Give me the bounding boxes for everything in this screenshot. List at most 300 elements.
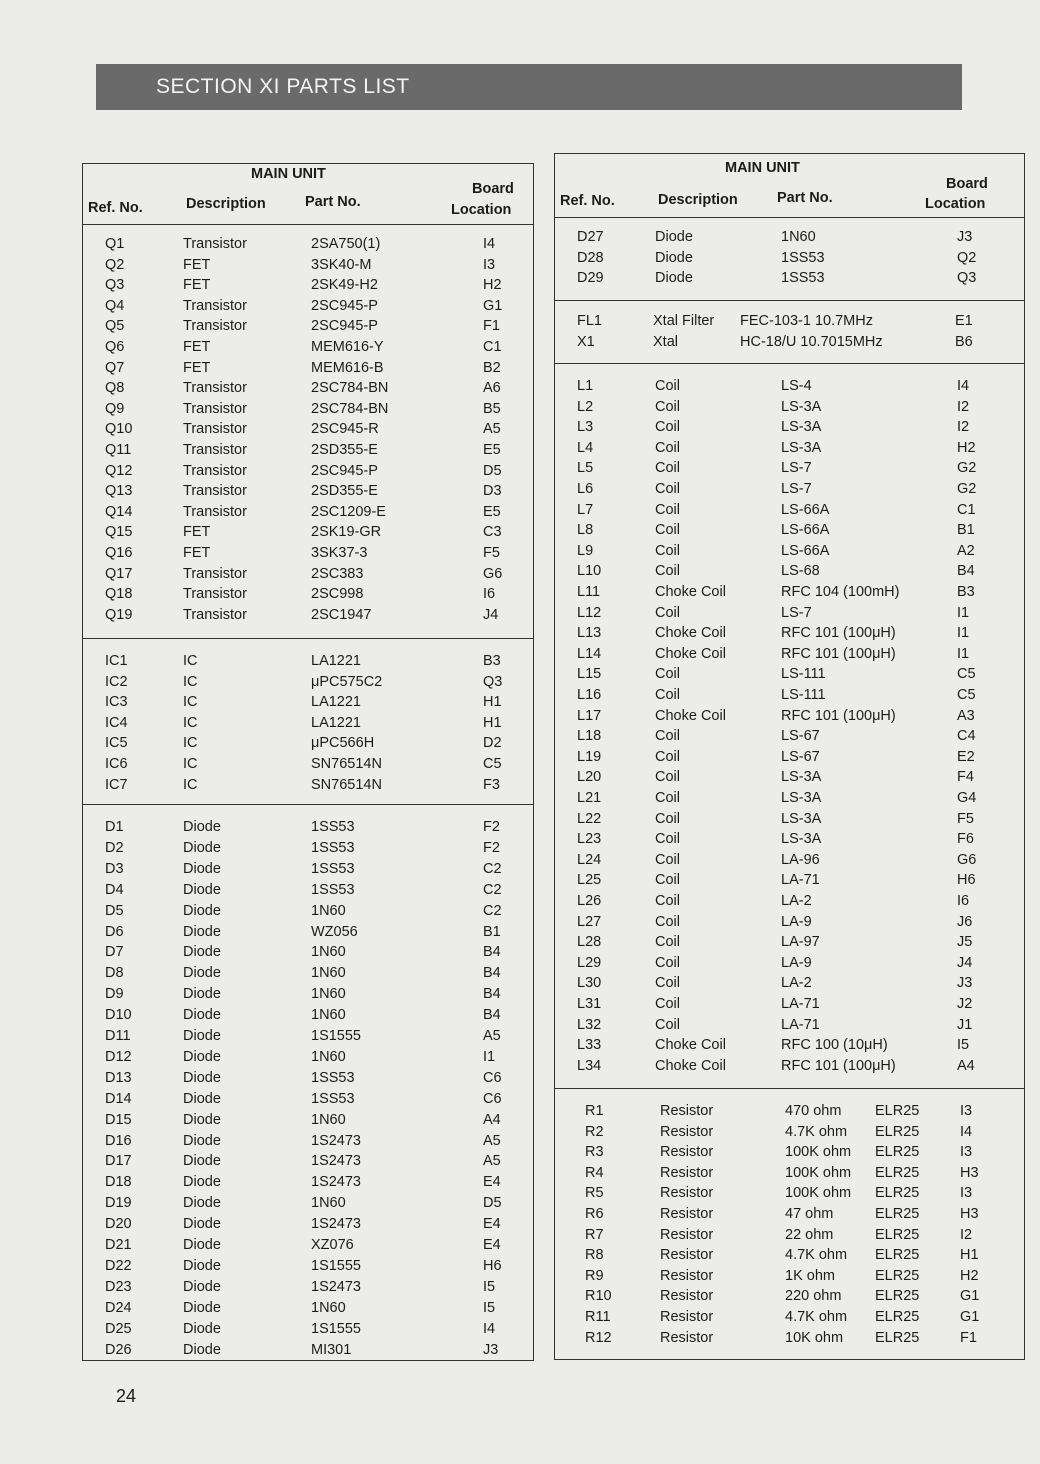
part-no-cell: 1N60 <box>781 229 816 245</box>
description-cell: Diode <box>183 1278 221 1295</box>
ref-no-cell: IC7 <box>105 776 128 793</box>
table-row <box>83 1277 533 1297</box>
table-row <box>555 788 1024 808</box>
table-row <box>555 1245 1024 1265</box>
ref-no-cell: D6 <box>105 923 124 940</box>
table-row <box>83 713 533 733</box>
parts-table-right <box>554 153 1025 1360</box>
description-cell: Diode <box>183 965 221 982</box>
table-row <box>555 1204 1024 1224</box>
board-location-cell: A5 <box>483 1028 501 1044</box>
table-row <box>555 664 1024 684</box>
ref-no-cell: Q8 <box>105 380 125 397</box>
board-location-cell: D2 <box>483 735 502 752</box>
board-location-cell: I4 <box>483 1320 496 1337</box>
ref-no-cell: IC3 <box>105 694 128 711</box>
ref-no-cell: L28 <box>577 934 602 951</box>
part-no-cell: MEM616-B <box>311 359 384 376</box>
part-no-cell: LA-96 <box>781 851 820 868</box>
description-cell: Transistor <box>183 565 247 582</box>
ref-no-cell: D25 <box>105 1320 132 1337</box>
part-no-cell: LA-97 <box>781 934 820 951</box>
board-location-cell: D3 <box>483 483 502 500</box>
part-no-cell: 1SS53 <box>311 881 355 898</box>
table-row <box>555 973 1024 993</box>
board-location-cell: A2 <box>957 542 975 559</box>
ref-no-cell: D28 <box>577 249 604 266</box>
board-location-cell: F3 <box>483 776 500 793</box>
description-cell: Resistor <box>660 1144 714 1161</box>
ref-no-cell: D19 <box>105 1195 132 1212</box>
part-no-cell: LS-3A <box>781 439 822 456</box>
ref-no-cell: D2 <box>105 839 124 856</box>
part-no-cell: 1SS53 <box>311 819 355 835</box>
part-no-cell: μPC566H <box>311 735 375 752</box>
part-no-cell: 1N60 <box>311 1048 346 1065</box>
ref-no-cell: L26 <box>577 893 602 909</box>
table-row <box>83 1319 533 1339</box>
description-cell: Resistor <box>660 1288 714 1305</box>
table-row <box>555 1266 1024 1286</box>
description-cell: Transistor <box>183 236 247 252</box>
diode-section <box>83 804 533 1361</box>
ref-no-cell: L2 <box>577 398 594 415</box>
table-row <box>555 685 1024 705</box>
part-no-cell: 2SA750(1) <box>311 236 381 252</box>
table-row <box>555 332 1024 352</box>
board-location-cell: A6 <box>483 380 501 397</box>
part-no-cell: 1SS53 <box>781 249 825 266</box>
board-location-cell: G2 <box>957 460 977 477</box>
ref-no-cell: L1 <box>577 378 594 394</box>
part-no-cell: LS-3A <box>781 790 822 806</box>
board-location-cell: H6 <box>957 872 976 889</box>
part-no-cell: LS-67 <box>781 748 820 765</box>
description-cell: Diode <box>655 270 693 287</box>
description-cell: Coil <box>655 439 680 456</box>
type-cell: ELR25 <box>875 1144 920 1161</box>
table-row <box>555 726 1024 746</box>
ref-no-cell: L15 <box>577 666 602 683</box>
description-cell: Diode <box>183 1028 221 1044</box>
description-cell: Diode <box>183 1257 221 1274</box>
description-cell: FET <box>183 277 211 294</box>
ref-no-cell: Q3 <box>105 277 125 294</box>
board-location-cell: B2 <box>483 359 501 376</box>
table-row <box>83 733 533 753</box>
description-cell: Coil <box>655 666 680 683</box>
table-row <box>555 417 1024 437</box>
board-location-cell: F5 <box>483 545 500 561</box>
board-location-cell: I5 <box>483 1278 496 1295</box>
part-no-cell: LA-71 <box>781 996 820 1012</box>
table-row <box>555 268 1024 288</box>
table-row <box>83 255 533 275</box>
board-location-cell: B4 <box>483 965 501 982</box>
ref-no-cell: FL1 <box>577 313 602 329</box>
description-cell: Diode <box>183 1069 221 1086</box>
description-cell: Xtal Filter <box>653 313 715 329</box>
description-cell: Transistor <box>183 442 247 458</box>
description-cell: Transistor <box>183 400 247 417</box>
ref-no-cell: L9 <box>577 542 594 559</box>
board-location-cell: C5 <box>483 756 502 772</box>
part-no-cell: 1N60 <box>311 1195 346 1212</box>
part-no-cell: LS-7 <box>781 481 812 497</box>
part-no-cell: 2SC945-R <box>311 421 379 438</box>
table-row <box>555 248 1024 268</box>
table-row <box>555 850 1024 870</box>
ref-no-cell: L21 <box>577 790 602 806</box>
board-location-cell: J1 <box>957 1016 973 1033</box>
table-header <box>83 164 533 225</box>
board-location-cell: F2 <box>483 839 500 856</box>
description-cell: Coil <box>655 954 680 971</box>
board-location-cell: G1 <box>960 1309 980 1325</box>
description-cell: Coil <box>655 810 680 827</box>
ref-no-cell: L8 <box>577 522 594 539</box>
table-row <box>555 644 1024 664</box>
table-row <box>555 1142 1024 1162</box>
part-no-cell: HC-18/U 10.7015MHz <box>740 334 883 350</box>
table-row <box>83 672 533 692</box>
section-banner: SECTION XI PARTS LIST <box>96 64 962 110</box>
board-location-cell: I4 <box>960 1123 973 1140</box>
description-cell: Coil <box>655 563 680 580</box>
table-row <box>555 311 1024 331</box>
description-cell: Coil <box>655 542 680 559</box>
part-no-cell: 1S2473 <box>311 1132 361 1149</box>
description-cell: Coil <box>655 501 680 518</box>
description-cell: Coil <box>655 769 680 786</box>
ref-no-cell: Q2 <box>105 256 125 273</box>
ref-no-cell: R8 <box>585 1247 604 1264</box>
board-location-cell: H3 <box>960 1206 979 1222</box>
description-cell: Resistor <box>660 1164 714 1181</box>
ref-no-cell: D24 <box>105 1299 132 1316</box>
description-cell: Transistor <box>183 318 247 335</box>
table-row <box>83 1340 533 1360</box>
description-cell: Diode <box>183 860 221 877</box>
part-no-cell: μPC575C2 <box>311 673 383 690</box>
table-row <box>83 584 533 604</box>
description-cell: FET <box>183 256 211 273</box>
table-row <box>83 1235 533 1255</box>
part-no-cell: 1N60 <box>311 1111 346 1128</box>
description-cell: Diode <box>183 1320 221 1337</box>
ref-no-cell: R11 <box>585 1309 611 1325</box>
value-cell: 1K ohm <box>785 1267 835 1284</box>
board-location-cell: I2 <box>957 419 970 436</box>
diode-section <box>555 217 1024 300</box>
type-cell: ELR25 <box>875 1123 920 1140</box>
description-cell: Transistor <box>183 606 247 623</box>
board-location-cell: C5 <box>957 666 976 683</box>
ref-no-cell: L31 <box>577 996 602 1012</box>
description-cell: Coil <box>655 913 680 930</box>
ref-no-cell: R9 <box>585 1267 604 1284</box>
ref-no-cell: Q15 <box>105 524 133 541</box>
description-cell: Coil <box>655 790 680 806</box>
table-row <box>83 564 533 584</box>
ref-no-cell: D10 <box>105 1007 132 1024</box>
description-cell: Transistor <box>183 483 247 500</box>
ref-no-cell: R5 <box>585 1185 604 1202</box>
ref-no-cell: L5 <box>577 460 594 477</box>
description-cell: Transistor <box>183 380 247 397</box>
board-location-cell: J3 <box>957 229 973 245</box>
table-row <box>83 316 533 336</box>
board-location-cell: B5 <box>483 400 501 417</box>
description-cell: Choke Coil <box>655 584 726 600</box>
board-location-cell: H3 <box>960 1164 979 1181</box>
board-location-cell: Q2 <box>957 249 977 266</box>
description-cell: Transistor <box>183 586 247 603</box>
type-cell: ELR25 <box>875 1329 920 1346</box>
part-no-cell: 2SC383 <box>311 565 364 582</box>
description-cell: Diode <box>183 1090 221 1107</box>
board-location-cell: G1 <box>960 1288 980 1305</box>
table-row <box>555 1328 1024 1348</box>
ref-no-cell: D27 <box>577 229 604 245</box>
ref-no-cell: R10 <box>585 1288 612 1305</box>
description-cell: Coil <box>655 481 680 497</box>
description-cell: Coil <box>655 398 680 415</box>
description-cell: IC <box>183 694 198 711</box>
parts-table-left <box>82 163 534 1361</box>
header-ref-no: Ref. No. <box>560 193 615 209</box>
table-row <box>83 1131 533 1151</box>
table-row <box>555 438 1024 458</box>
header-description: Description <box>186 196 266 212</box>
description-cell: Transistor <box>183 462 247 479</box>
board-location-cell: I1 <box>957 625 970 642</box>
ref-no-cell: D1 <box>105 819 124 835</box>
ref-no-cell: IC5 <box>105 735 128 752</box>
ref-no-cell: L18 <box>577 728 602 745</box>
board-location-cell: E5 <box>483 442 501 458</box>
description-cell: Diode <box>183 1216 221 1233</box>
coil-section <box>555 363 1024 1089</box>
ref-no-cell: Q10 <box>105 421 133 438</box>
table-row <box>555 1101 1024 1121</box>
description-cell: Diode <box>183 1174 221 1191</box>
table-row <box>555 747 1024 767</box>
table-row <box>555 376 1024 396</box>
table-row <box>555 829 1024 849</box>
table-row <box>555 520 1024 540</box>
header-location: Location <box>451 202 512 218</box>
board-location-cell: C6 <box>483 1069 502 1086</box>
table-row <box>555 994 1024 1014</box>
table-row <box>555 1183 1024 1203</box>
table-row <box>83 1172 533 1192</box>
description-cell: Coil <box>655 1016 680 1033</box>
board-location-cell: I3 <box>960 1103 973 1119</box>
part-no-cell: RFC 104 (100mH) <box>781 584 900 600</box>
value-cell: 4.7K ohm <box>785 1123 848 1140</box>
table-row <box>555 809 1024 829</box>
description-cell: Coil <box>655 419 680 436</box>
description-cell: Resistor <box>660 1103 714 1119</box>
ref-no-cell: L23 <box>577 831 602 848</box>
board-location-cell: B1 <box>483 923 501 940</box>
ref-no-cell: L4 <box>577 439 594 456</box>
description-cell: Diode <box>183 944 221 961</box>
table-row <box>555 1286 1024 1306</box>
table-title: MAIN UNIT <box>725 160 800 176</box>
table-row <box>83 1110 533 1130</box>
board-location-cell: F1 <box>960 1329 977 1346</box>
ref-no-cell: L12 <box>577 604 602 621</box>
table-row <box>555 582 1024 602</box>
table-row <box>555 561 1024 581</box>
table-row <box>555 500 1024 520</box>
description-cell: Coil <box>655 378 680 394</box>
table-row <box>83 838 533 858</box>
table-title: MAIN UNIT <box>251 166 326 182</box>
board-location-cell: A4 <box>957 1057 975 1074</box>
part-no-cell: 2SC945-P <box>311 462 378 479</box>
ref-no-cell: Q19 <box>105 606 133 623</box>
table-row <box>555 767 1024 787</box>
table-row <box>83 963 533 983</box>
part-no-cell: 1N60 <box>311 986 346 1003</box>
part-no-cell: LS-66A <box>781 522 830 539</box>
transistor-section <box>83 224 533 638</box>
table-row <box>555 603 1024 623</box>
board-location-cell: G2 <box>957 481 977 497</box>
board-location-cell: B4 <box>483 944 501 961</box>
table-row <box>83 901 533 921</box>
part-no-cell: LS-66A <box>781 501 830 518</box>
ref-no-cell: D12 <box>105 1048 132 1065</box>
ref-no-cell: L10 <box>577 563 602 580</box>
part-no-cell: 1N60 <box>311 902 346 919</box>
description-cell: Coil <box>655 872 680 889</box>
board-location-cell: C6 <box>483 1090 502 1107</box>
table-row <box>555 891 1024 911</box>
header-description: Description <box>658 192 738 208</box>
ref-no-cell: Q4 <box>105 297 125 314</box>
ref-no-cell: D18 <box>105 1174 132 1191</box>
part-no-cell: 1SS53 <box>311 1090 355 1107</box>
board-location-cell: A5 <box>483 421 501 438</box>
board-location-cell: I2 <box>960 1226 973 1243</box>
table-row <box>555 1035 1024 1055</box>
table-row <box>83 399 533 419</box>
board-location-cell: F5 <box>957 810 974 827</box>
ref-no-cell: L13 <box>577 625 602 642</box>
ref-no-cell: Q13 <box>105 483 133 500</box>
board-location-cell: E1 <box>955 313 973 329</box>
part-no-cell: LS-66A <box>781 542 830 559</box>
description-cell: Coil <box>655 460 680 477</box>
table-row <box>555 706 1024 726</box>
part-no-cell: LA-9 <box>781 954 812 971</box>
part-no-cell: RFC 101 (100μH) <box>781 707 896 724</box>
ref-no-cell: IC6 <box>105 756 128 772</box>
ref-no-cell: L16 <box>577 687 602 703</box>
part-no-cell: 1S2473 <box>311 1174 361 1191</box>
board-location-cell: A5 <box>483 1132 501 1149</box>
board-location-cell: B1 <box>957 522 975 539</box>
table-row <box>555 953 1024 973</box>
table-row <box>555 397 1024 417</box>
part-no-cell: 2SD355-E <box>311 483 378 500</box>
table-row <box>83 984 533 1004</box>
part-no-cell: LA-2 <box>781 893 812 909</box>
page-number: 24 <box>116 1386 137 1406</box>
board-location-cell: J5 <box>957 934 973 951</box>
table-row <box>555 479 1024 499</box>
board-location-cell: G6 <box>957 851 977 868</box>
ref-no-cell: D17 <box>105 1153 132 1170</box>
board-location-cell: F1 <box>483 318 500 335</box>
table-row <box>555 1307 1024 1327</box>
board-location-cell: I2 <box>957 398 970 415</box>
part-no-cell: SN76514N <box>311 776 382 793</box>
part-no-cell: RFC 100 (10μH) <box>781 1037 888 1054</box>
ref-no-cell: L14 <box>577 645 602 662</box>
board-location-cell: B4 <box>483 1007 501 1024</box>
ref-no-cell: D20 <box>105 1216 132 1233</box>
part-no-cell: 2SC784-BN <box>311 380 389 397</box>
description-cell: Choke Coil <box>655 707 726 724</box>
part-no-cell: 1N60 <box>311 944 346 961</box>
board-location-cell: H1 <box>483 694 502 711</box>
board-location-cell: C2 <box>483 902 502 919</box>
part-no-cell: RFC 101 (100μH) <box>781 645 896 662</box>
table-row <box>555 1122 1024 1142</box>
ref-no-cell: L30 <box>577 975 602 992</box>
table-row <box>83 1089 533 1109</box>
board-location-cell: G1 <box>483 297 503 314</box>
part-no-cell: LA1221 <box>311 694 361 711</box>
table-row <box>83 1193 533 1213</box>
ref-no-cell: L32 <box>577 1016 602 1033</box>
description-cell: Diode <box>183 986 221 1003</box>
part-no-cell: 1SS53 <box>311 860 355 877</box>
ref-no-cell: L20 <box>577 769 602 786</box>
part-no-cell: SN76514N <box>311 756 382 772</box>
table-row <box>555 912 1024 932</box>
table-row <box>555 1225 1024 1245</box>
table-row <box>83 378 533 398</box>
part-no-cell: 2SC1947 <box>311 606 372 623</box>
table-row <box>555 1056 1024 1076</box>
type-cell: ELR25 <box>875 1164 920 1181</box>
value-cell: 100K ohm <box>785 1144 852 1161</box>
ref-no-cell: Q5 <box>105 318 125 335</box>
table-row <box>83 419 533 439</box>
description-cell: FET <box>183 524 211 541</box>
description-cell: Diode <box>183 819 221 835</box>
board-location-cell: H2 <box>960 1267 979 1284</box>
board-location-cell: F4 <box>957 769 974 786</box>
part-no-cell: 3SK37-3 <box>311 545 368 561</box>
table-row <box>83 817 533 837</box>
part-no-cell: FEC-103-1 10.7MHz <box>740 313 873 329</box>
ref-no-cell: D15 <box>105 1111 132 1128</box>
table-row <box>83 234 533 254</box>
description-cell: Coil <box>655 687 680 703</box>
board-location-cell: H6 <box>483 1257 502 1274</box>
header-ref-no: Ref. No. <box>88 200 143 216</box>
ref-no-cell: Q17 <box>105 565 133 582</box>
table-row <box>83 358 533 378</box>
description-cell: Transistor <box>183 503 247 520</box>
